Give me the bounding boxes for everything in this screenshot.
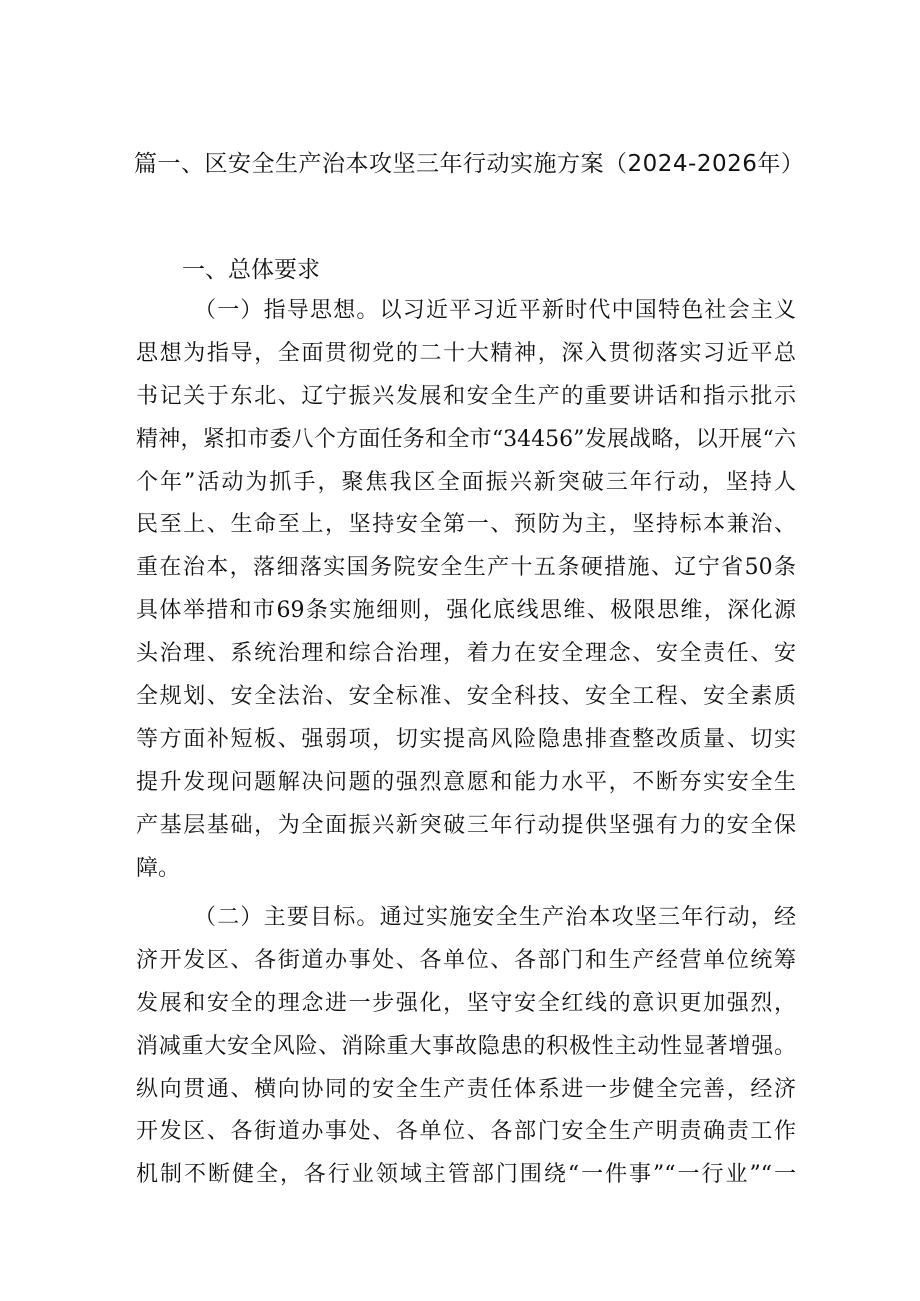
paragraph-line: 障。 xyxy=(136,855,181,881)
paragraph-line: 重在治本，落细落实国务院安全生产十五条硬措施、辽宁省50条 xyxy=(136,555,796,581)
paragraph-line: 开发区、各街道办事处、各单位、各部门安全生产明责确责工作 xyxy=(136,1119,796,1145)
paragraph-line: 纵向贯通、横向协同的安全生产责任体系进一步健全完善，经济 xyxy=(136,1076,796,1102)
paragraph-line: 思想为指导，全面贯彻党的二十大精神，深入贯彻落实习近平总 xyxy=(136,340,796,366)
paragraph-line: 机制不断健全，各行业领域主管部门围绕“一件事”“一行业”“一 xyxy=(136,1162,796,1188)
paragraph-line: 个年”活动为抓手，聚焦我区全面振兴新突破三年行动，坚持人 xyxy=(136,469,796,495)
paragraph-line: 提升发现问题解决问题的强烈意愿和能力水平，不断夯实安全生 xyxy=(136,769,796,795)
paragraph-line: 产基层基础，为全面振兴新突破三年行动提供坚强有力的安全保 xyxy=(136,812,796,838)
section-heading: 一、总体要求 xyxy=(182,257,320,283)
paragraph-line: 头治理、系统治理和综合治理，着力在安全理念、安全责任、安 xyxy=(136,641,796,667)
paragraph-line: 书记关于东北、辽宁振兴发展和安全生产的重要讲话和指示批示 xyxy=(136,383,796,409)
paragraph-line: 全规划、安全法治、安全标准、安全科技、安全工程、安全素质 xyxy=(136,684,796,710)
paragraph-line: 具体举措和市69条实施细则，强化底线思维、极限思维，深化源 xyxy=(136,598,796,624)
paragraph-guiding-ideology xyxy=(136,290,796,890)
paragraph-line: 民至上、生命至上，坚持安全第一、预防为主，坚持标本兼治、 xyxy=(136,512,796,538)
paragraph-line: 等方面补短板、强弱项，切实提高风险隐患排查整改质量、切实 xyxy=(136,726,796,752)
paragraph-main-goals xyxy=(136,897,796,1197)
paragraph-line: 发展和安全的理念进一步强化，坚守安全红线的意识更加强烈， xyxy=(136,990,796,1016)
paragraph-line: 消减重大安全风险、消除重大事故隐患的积极性主动性显著增强。 xyxy=(136,1033,796,1059)
paragraph-line: （二）主要目标。通过实施安全生产治本攻坚三年行动，经 xyxy=(194,905,796,930)
paragraph-line: （一）指导思想。以习近平习近平新时代中国特色社会主义 xyxy=(194,298,796,323)
paragraph-line: 济开发区、各街道办事处、各单位、各部门和生产经营单位统筹 xyxy=(136,947,796,973)
paragraph-line: 精神，紧扣市委八个方面任务和全市“34456”发展战略，以开展“六 xyxy=(136,426,796,452)
document-title: 篇一、区安全生产治本攻坚三年行动实施方案（2024-2026年） xyxy=(134,151,805,177)
